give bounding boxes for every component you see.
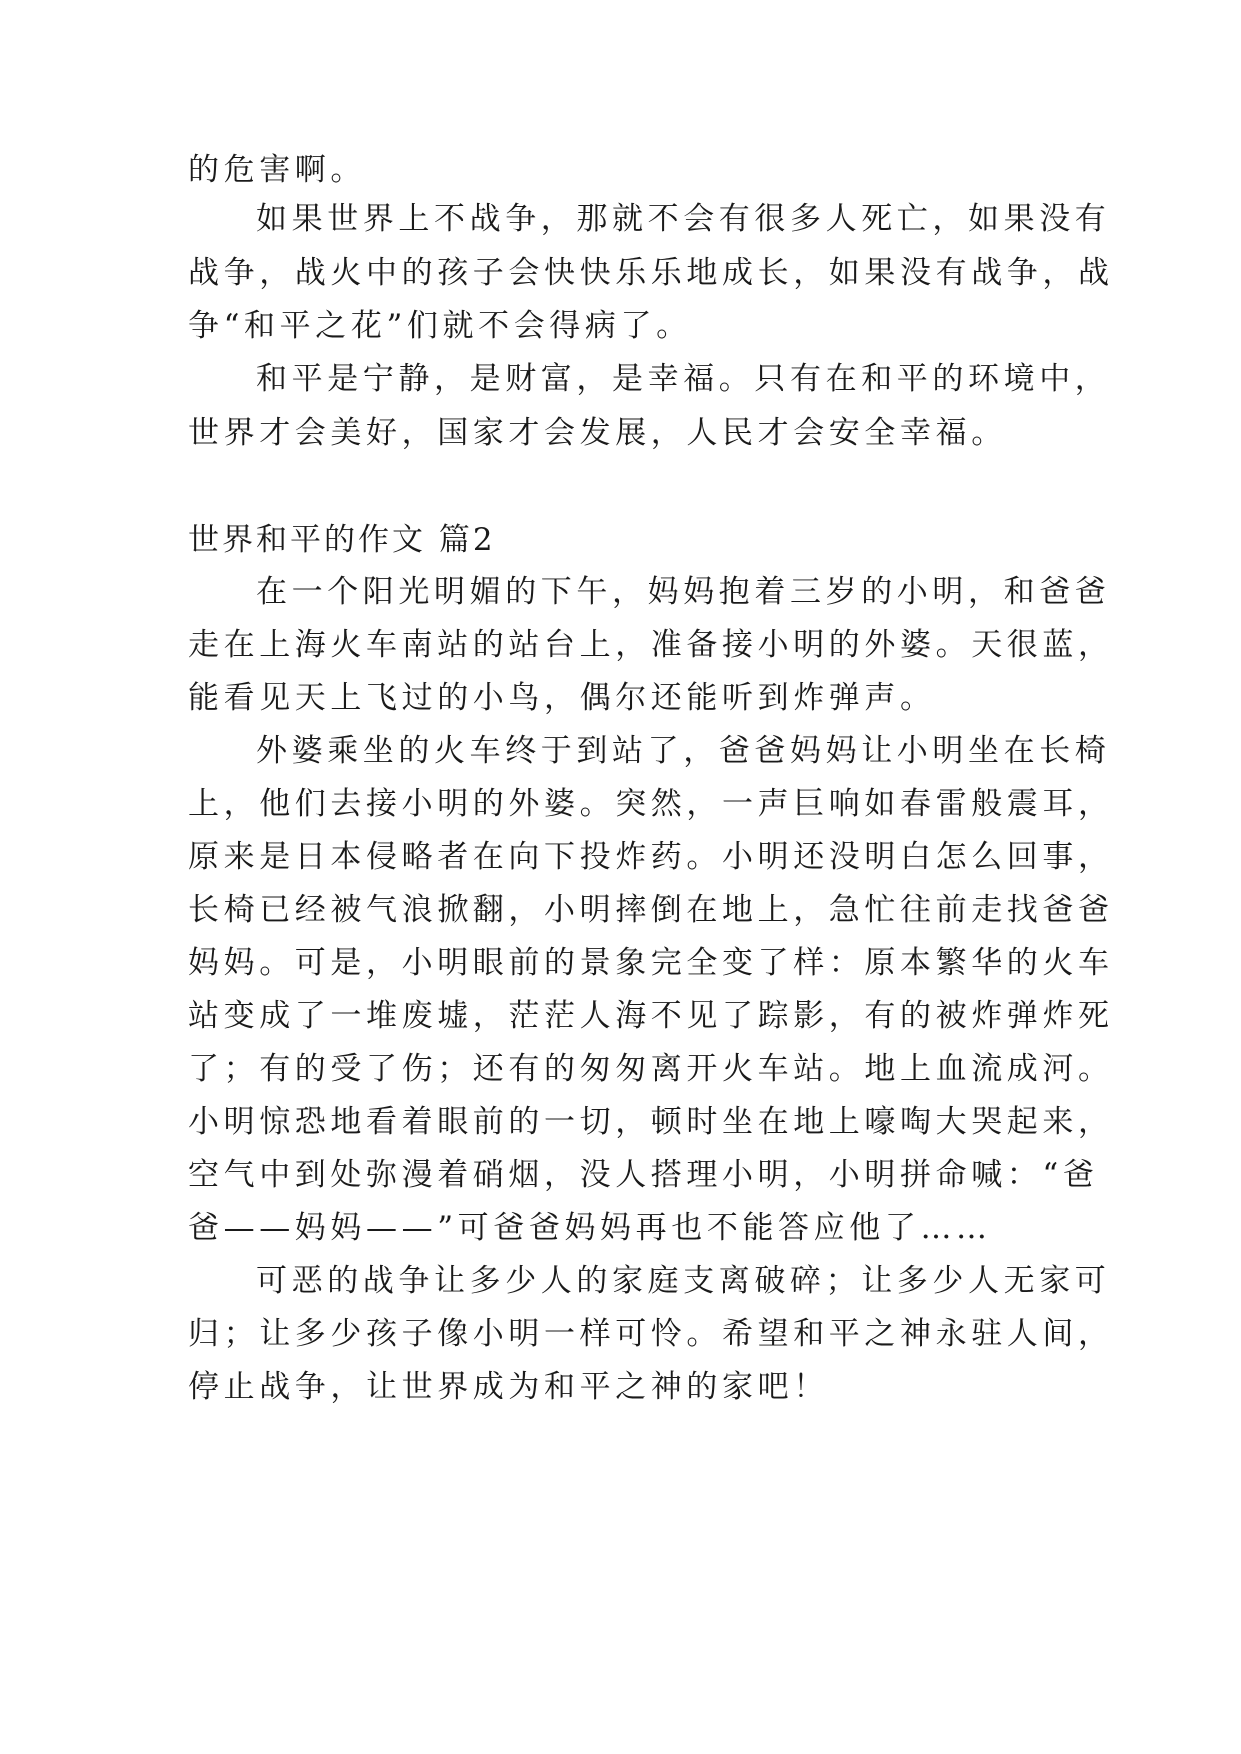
paragraph-4-line-1: 在一个阳光明媚的下午，妈妈抱着三岁的小明，和爸爸: [256, 574, 1111, 610]
paragraph-5-line-1: 外婆乘坐的火车终于到站了，爸爸妈妈让小明坐在长椅: [256, 733, 1111, 769]
section-heading: 世界和平的作文 篇2: [188, 522, 496, 558]
paragraph-5-line-9: 空气中到处弥漫着硝烟，没人搭理小明，小明拼命喊：“爸: [188, 1157, 1099, 1193]
paragraph-5-line-10: 爸——妈妈——”可爸爸妈妈再也不能答应他了……: [188, 1210, 992, 1246]
paragraph-4-line-2: 走在上海火车南站的站台上，准备接小明的外婆。天很蓝，: [188, 627, 1114, 663]
paragraph-5-line-8: 小明惊恐地看着眼前的一切，顿时坐在地上嚎啕大哭起来，: [188, 1104, 1114, 1140]
paragraph-5-line-7: 了；有的受了伤；还有的匆匆离开火车站。地上血流成河。: [188, 1051, 1114, 1087]
paragraph-2-line-3: 争“和平之花”们就不会得病了。: [188, 308, 692, 344]
paragraph-6-line-2: 归；让多少孩子像小明一样可怜。希望和平之神永驻人间，: [188, 1316, 1114, 1352]
paragraph-2-line-2: 战争，战火中的孩子会快快乐乐地成长，如果没有战争，战: [188, 255, 1114, 291]
paragraph-4-line-3: 能看见天上飞过的小鸟，偶尔还能听到炸弹声。: [188, 680, 936, 716]
paragraph-3-line-2: 世界才会美好，国家才会发展，人民才会安全幸福。: [188, 415, 1007, 451]
paragraph-5-line-2: 上，他们去接小明的外婆。突然，一声巨响如春雷般震耳，: [188, 786, 1114, 822]
paragraph-5-line-3: 原来是日本侵略者在向下投炸药。小明还没明白怎么回事，: [188, 839, 1114, 875]
paragraph-5-line-4: 长椅已经被气浪掀翻，小明摔倒在地上，急忙往前走找爸爸: [188, 892, 1114, 928]
paragraph-6-line-3: 停止战争，让世界成为和平之神的家吧！: [188, 1369, 829, 1405]
paragraph-1-line-1: 的危害啊。: [188, 152, 366, 188]
paragraph-5-line-6: 站变成了一堆废墟，茫茫人海不见了踪影，有的被炸弹炸死: [188, 998, 1114, 1034]
paragraph-6-line-1: 可恶的战争让多少人的家庭支离破碎；让多少人无家可: [256, 1263, 1111, 1299]
paragraph-3-line-1: 和平是宁静，是财富，是幸福。只有在和平的环境中，: [256, 361, 1111, 397]
paragraph-2-line-1: 如果世界上不战争，那就不会有很多人死亡，如果没有: [256, 201, 1111, 237]
paragraph-5-line-5: 妈妈。可是，小明眼前的景象完全变了样：原本繁华的火车: [188, 945, 1114, 981]
